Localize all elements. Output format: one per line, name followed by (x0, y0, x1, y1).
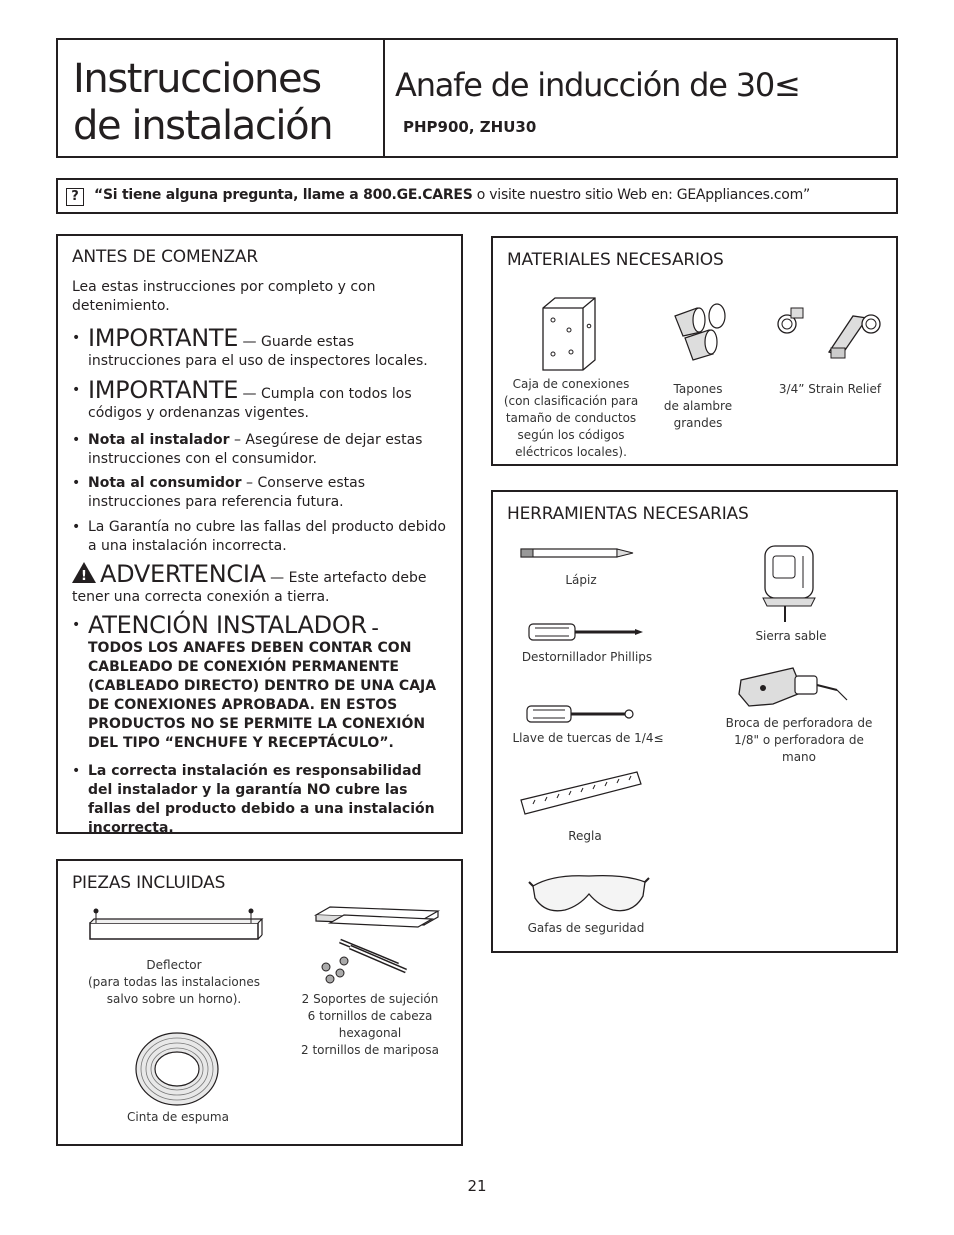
section-title: HERRAMIENTAS NECESARIAS (507, 504, 749, 524)
section-title: PIEZAS INCLUIDAS (72, 873, 226, 893)
warranty-text: La Garantía no cubre las fallas del producto debido a una instalación incorrecta. (88, 519, 446, 554)
warning-icon: ! (72, 562, 96, 583)
deflector-caption: Deflector (para todas las instalaciones salvo sobre un horno). (87, 958, 261, 1006)
installer-note: • Nota al instalador – Asegúrese de dejar estas instrucciones con el consumidor. (72, 432, 423, 467)
pencil-caption: Lápiz (565, 573, 597, 587)
junction-box-icon (541, 296, 597, 372)
warning-text: — Este artefacto debe tener una correcta conexión a tierra. (72, 570, 427, 605)
attention-dash: – (366, 621, 379, 637)
important-item-2: • IMPORTANTE — Cumpla con todos los códigos y ordenanzas vigentes. (72, 376, 412, 421)
page-number: 21 (467, 1177, 487, 1195)
drill-caption: Broca de perforadora de 1/8" o perforadora de mano (725, 716, 873, 764)
junction-box-caption: Caja de conexiones (con clasificación para tamaño de conductos según los códigos eléctricos locales). (503, 377, 639, 459)
saber-saw-caption: Sierra sable (755, 629, 827, 643)
intro-text: Lea estas instrucciones por completo y con detenimiento. (72, 279, 376, 314)
wire-nuts-icon (669, 302, 733, 368)
tools-section (491, 490, 898, 953)
important-heading: IMPORTANTE (88, 376, 239, 404)
brackets-caption: 2 Soportes de sujeción 6 tornillos de cabeza hexagonal 2 tornillos de mariposa (301, 992, 439, 1057)
warning-heading: ADVERTENCIA (100, 560, 266, 588)
important-item-1: • IMPORTANTE — Guarde estas instrucciones para el uso de inspectores locales. (72, 324, 428, 369)
contact-strip (56, 178, 898, 214)
contact-bold-text: “Si tiene alguna pregunta, llame a 800.GE.CARES (94, 187, 473, 203)
ruler-caption: Regla (568, 829, 602, 843)
attention-heading: ATENCIÓN INSTALADOR (88, 611, 367, 639)
wire-nuts-caption: Tapones de alambre grandes (663, 382, 733, 430)
consumer-note: • Nota al consumidor – Conserve estas instrucciones para referencia futura. (72, 475, 365, 510)
saber-saw-icon (759, 544, 821, 624)
drill-icon (733, 662, 853, 712)
model-numbers: PHP900, ZHU30 (403, 118, 537, 136)
section-title: ANTES DE COMENZAR (72, 247, 258, 267)
foam-tape-icon (134, 1031, 220, 1107)
main-title-line1: Instrucciones (73, 56, 321, 102)
installer-note-heading: Nota al instalador (88, 432, 230, 448)
section-title: MATERIALES NECESARIOS (507, 250, 724, 270)
responsibility-text: La correcta instalación es responsabilidad del instalador y la garantía NO cubre las fallas del producto debido a una instalación incorrecta. (88, 763, 435, 836)
strain-relief-icon (775, 296, 881, 362)
contact-text (94, 187, 810, 203)
title-header (56, 38, 898, 158)
question-icon: ? (66, 188, 84, 206)
important-text: — Cumpla con todos los códigos y ordenanzas vigentes. (88, 386, 412, 421)
phillips-caption: Destornillador Phillips (521, 650, 653, 664)
deflector-icon (86, 905, 266, 945)
mounting-brackets-icon (314, 905, 444, 985)
warning-block (72, 562, 450, 607)
contact-normal-text: o visite nuestro sitio Web en: GEAppliances.com” (472, 187, 810, 203)
ruler-icon (519, 770, 643, 818)
materials-section (491, 236, 898, 466)
nut-driver-icon (525, 704, 635, 724)
included-parts-section (56, 859, 463, 1146)
consumer-note-text: – Conserve estas instrucciones para referencia futura. (88, 475, 365, 510)
nut-driver-caption: Llave de tuercas de 1/4≤ (512, 731, 664, 745)
strain-relief-caption: 3/4” Strain Relief (778, 382, 882, 396)
important-text: — Guarde estas instrucciones para el uso de inspectores locales. (88, 334, 428, 369)
foam-tape-caption: Cinta de espuma (127, 1110, 229, 1124)
responsibility-note: • La correcta instalación es responsabilidad del instalador y la garantía NO cubre las fallas del producto debido a una instalación incorrecta. (72, 762, 450, 838)
attention-text: TODOS LOS ANAFES DEBEN CONTAR CON CABLEADO DE CONEXIÓN PERMANENTE (CABLEADO DIRECTO) DENTRO DE UNA CAJA DE CONEXIONES APROBADA. EN ESTOS PRODUCTOS NO SE PERMITE LA CONEXIÓN DEL TIPO “ENCHUFE Y RECEPTÁCULO”. (88, 640, 437, 751)
warranty-note: • La Garantía no cubre las fallas del producto debido a una instalación incorrecta. (72, 518, 450, 556)
consumer-note-heading: Nota al consumidor (88, 475, 242, 491)
main-title-line2: de instalación (73, 103, 333, 149)
main-title (73, 56, 332, 150)
important-heading: IMPORTANTE (88, 324, 239, 352)
attention-installer-block: • ATENCIÓN INSTALADOR – TODOS LOS ANAFES DEBEN CONTAR CON CABLEADO DE CONEXIÓN PERMANENTE (CABLEADO DIRECTO) DENTRO DE UNA CAJA DE CONEXIONES APROBADA. EN ESTOS PRODUCTOS NO SE PERMITE LA CONEXIÓN DEL TIPO “ENCHUFE Y RECEPTÁCULO”. (72, 616, 450, 753)
safety-goggles-icon (529, 870, 649, 918)
before-you-begin-section (56, 234, 463, 834)
phillips-screwdriver-icon (527, 622, 645, 642)
installer-note-text: – Asegúrese de dejar estas instrucciones con el consumidor. (88, 432, 423, 467)
product-title: Anafe de inducción de 30≤ (395, 66, 800, 104)
safety-goggles-caption: Gafas de seguridad (527, 921, 645, 935)
pencil-icon (519, 548, 637, 558)
